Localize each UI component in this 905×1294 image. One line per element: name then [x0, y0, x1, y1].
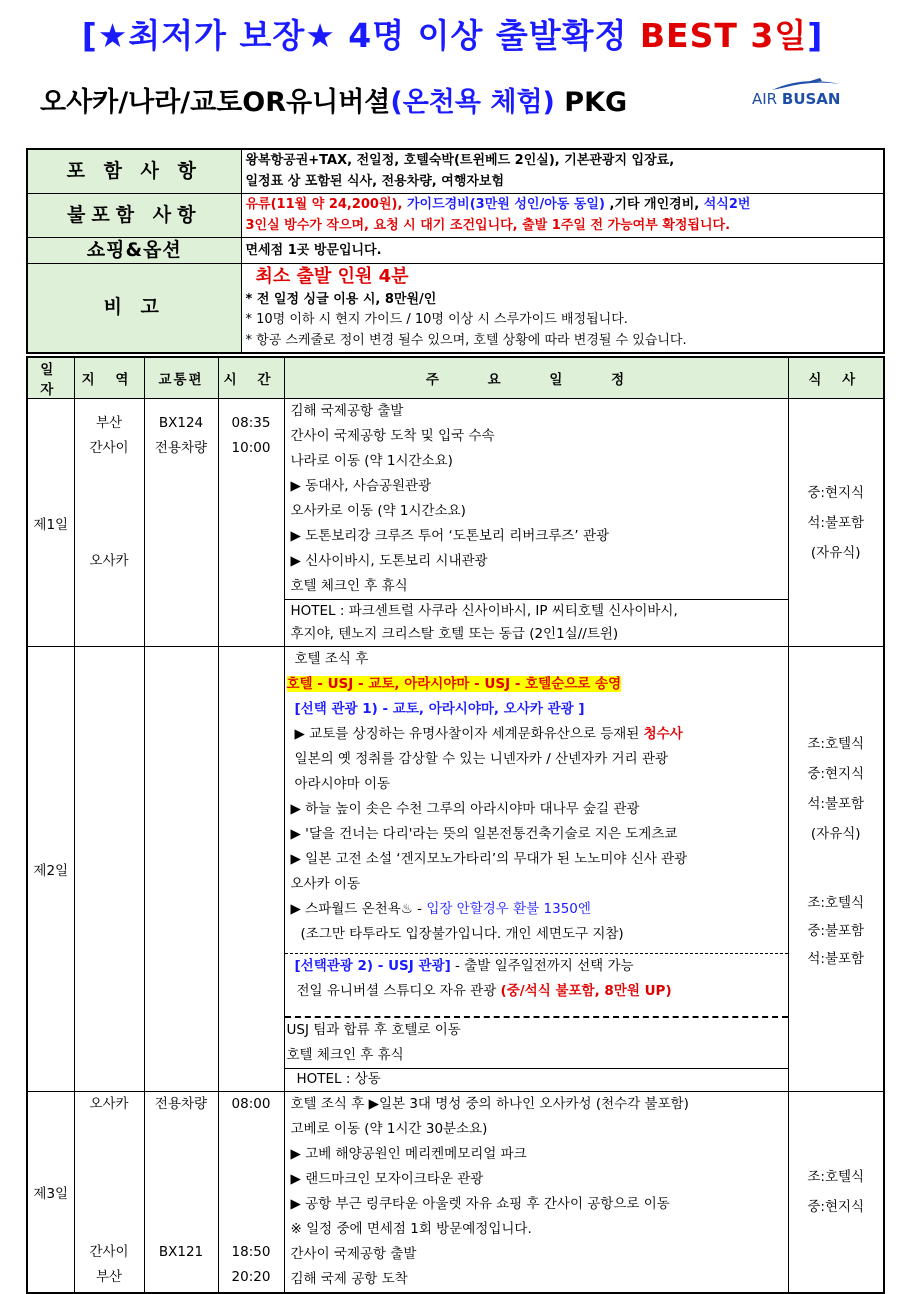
day2-times [218, 647, 284, 1092]
package-info-table [26, 148, 885, 354]
shopping-text: 면세점 1곳 방문입니다. [241, 237, 884, 263]
excluded-text: 유류(11월 약 24,200원), 가이드경비(3만원 성인/아동 동일) ,기타 개인경비, 석식2번 3인실 방수가 작으며, 요청 시 대기 조건입니다, 출발 1주일 전 가능여부 확정됩니다. [241, 193, 884, 237]
day2-label: 제2일 [27, 647, 74, 1092]
day2-meals: 조:호텔식 중:현지식 석:불포함 (자유식) 조:호텔식 중:불포함 석:불포함 [788, 647, 884, 1092]
page-title: [★최저가 보장★ 4명 이상 출발확정 BEST 3일] [81, 16, 824, 55]
remarks-text: 최소 출발 인원 4분 * 전 일정 싱글 이용 시, 8만원/인 * 10명 이하 시 현지 가이드 / 10명 이상 시 스루가이드 배정됩니다. * 항공 스케줄로 정이 변경 될수 있으며, 호텔 상황에 따라 변경될 수 있습니다. [241, 263, 884, 353]
day1-meals: 중:현지식 석:불포함 (자유식) [788, 399, 884, 647]
included-label: 포 함 사 항 [27, 149, 241, 193]
day3-meals: 조:호텔식 중:현지식 [788, 1092, 884, 1294]
header-region: 지 역 [74, 357, 144, 399]
itinerary-table [26, 356, 885, 1294]
day2-transport [144, 647, 218, 1092]
day1-regions: 부산 간사이 오사카 [74, 399, 144, 647]
day1-label: 제1일 [27, 399, 74, 647]
day3-times: 08:00 18:50 20:20 [218, 1092, 284, 1294]
day1-program: 김해 국제공항 출발 간사이 국제공항 도착 및 입국 수속 나라로 이동 (약 1시간소요) ▶ 동대사, 사슴공원관광 오사카로 이동 (약 1시간소요) ▶ 도톤보리강 크루즈 투어 ‘도톤보리 리버크루즈’ 관광 ▶ 신사이바시, 도톤보리 시내관광 호텔 체크인 후 휴식 HOTEL : 파크센트럴 사쿠라 신사이바시, IP 씨티호텔 신사이바시, 후지야, 텐노지 크리스탈 호텔 또는 동급 (2인1실//트윈) [284, 399, 788, 647]
day2-option2: [선택관광 2) - USJ 관광] - 출발 일주일전까지 선택 가능 전일 유니버셜 스튜디오 자유 관광 (중/석식 불포함, 8만원 UP) [285, 953, 788, 1004]
day2-hotel: HOTEL : 상동 [285, 1068, 788, 1089]
header-transport: 교통편 [144, 357, 218, 399]
day1-times: 08:35 10:00 [218, 399, 284, 647]
day3-program: 호텔 조식 후 ▶일본 3대 명성 중의 하나인 오사카성 (천수각 불포함) 고베로 이동 (약 1시간 30분소요) ▶ 고베 해양공원인 메리켄메모리얼 파크 ▶ 랜드마크인 모자이크타운 관광 ▶ 공항 부근 링쿠타운 아울렛 자유 쇼핑 후 간사이 공항으로 이동 ※ 일정 중에 면세점 1회 방문예정입니다. 간사이 국제공항 출발 김해 국제 공항 도착 [284, 1092, 788, 1294]
header-meals: 식 사 [788, 357, 884, 399]
day3-transport: 전용차량 BX121 [144, 1092, 218, 1294]
day2-regions [74, 647, 144, 1092]
day2-transfer-highlight: 호텔 - USJ - 교토, 아라시야마 - USJ - 호텔순으로 송영 [286, 676, 622, 692]
header-date: 일 자 [27, 357, 74, 399]
day3-regions: 오사카 간사이 부산 [74, 1092, 144, 1294]
shopping-label: 쇼핑&옵션 [27, 237, 241, 263]
included-text: 왕복항공권+TAX, 전일정, 호텔숙박(트윈베드 2인실), 기본관광지 입장료, 일정표 상 포함된 식사, 전용차량, 여행자보험 [241, 149, 884, 193]
excluded-label: 불포함 사항 [27, 193, 241, 237]
day1-transport: BX124 전용차량 [144, 399, 218, 647]
package-subtitle: 오사카/나라/교토OR유니버셜(온천욕 체험) PKG [40, 87, 628, 118]
air-busan-logo: AIR BUSAN [752, 78, 847, 110]
day1-hotel: HOTEL : 파크센트럴 사쿠라 신사이바시, IP 씨티호텔 신사이바시, 후지야, 텐노지 크리스탈 호텔 또는 동급 (2인1실//트윈) [285, 599, 788, 646]
remarks-label: 비 고 [27, 263, 241, 353]
day3-label: 제3일 [27, 1092, 74, 1294]
header-schedule: 주 요 일 정 [284, 357, 788, 399]
day2-program: 호텔 조식 후 호텔 - USJ - 교토, 아라시야마 - USJ - 호텔순으로 송영 [선택 관광 1) - 교토, 아라시야마, 오사카 관광 ] ▶ 교토를 상징하는 유명사찰이자 세계문화유산으로 등재된 청수사 일본의 옛 정취를 감상할 수 있는 니넨자카 / 산넨자카 거리 관광 아라시야마 이동 ▶ 하늘 높이 솟은 수천 그루의 아라시야마 대나무 숲길 관광 ▶ '달을 건너는 다리'라는 뜻의 일본전통건축기술로 지은 도게츠쿄 ▶ 일본 고전 소설 ‘겐지모노가타리’의 무대가 된 노노미야 신사 관광 오사카 이동 ▶ 스파월드 온천욕♨ - 입장 안할경우 환불 1350엔 (조그만 타투라도 입장불가입니다. 개인 세면도구 지참) [선택관광 2) - USJ 관광] - 출발 일주일전까지 선택 가능 전일 유니버셜 스튜디오 자유 관광 (중/석식 불포함, 8만원 UP) USJ 팀과 합류 후 호텔로 이동 호텔 체크인 후 휴식 HOTEL : 상동 [284, 647, 788, 1092]
header-time: 시 간 [218, 357, 284, 399]
